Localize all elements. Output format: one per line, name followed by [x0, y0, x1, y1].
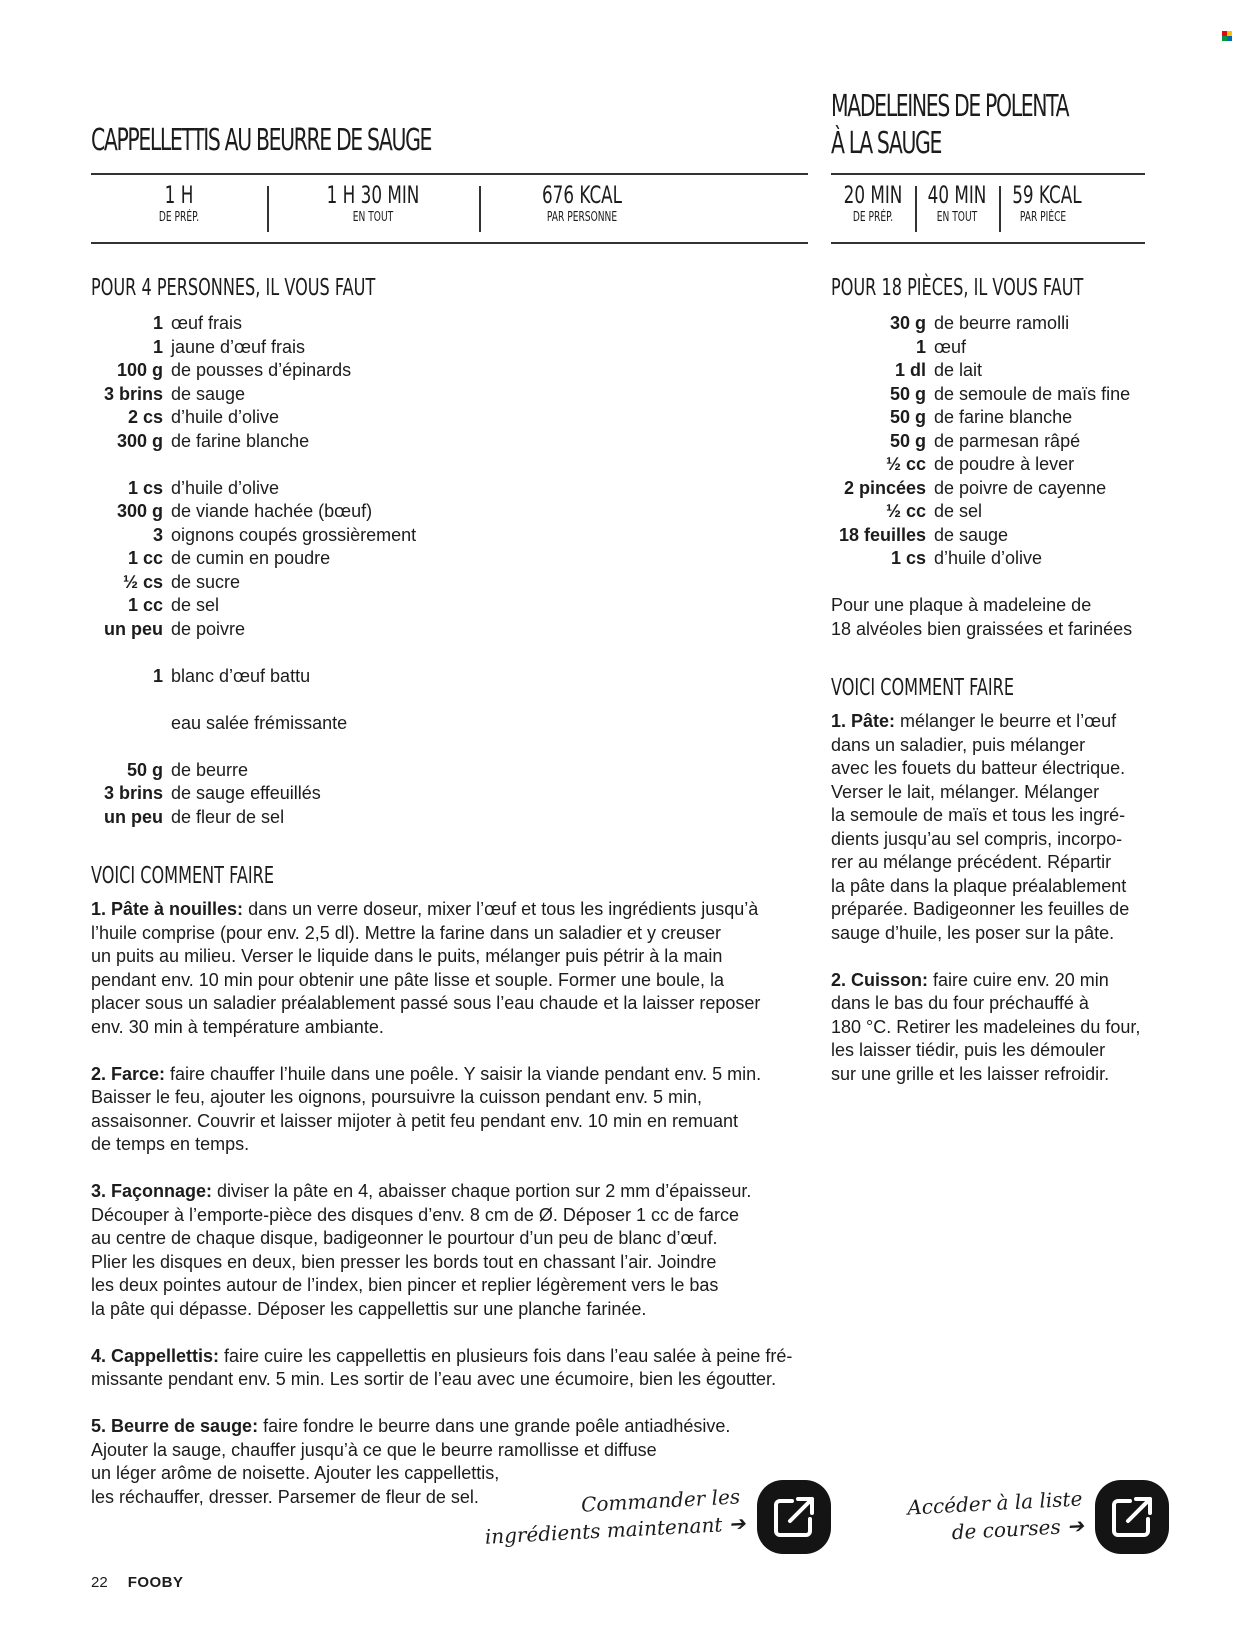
ingredient-row [91, 477, 416, 501]
ingredient-quantity: 18 feuilles [838, 524, 926, 545]
ingredient-quantity: 2 cs [127, 407, 163, 427]
ingredient-row [91, 735, 416, 759]
stat-separator [479, 186, 481, 232]
ingredient-text: eau salée frémissante [171, 712, 348, 733]
stat-prep [831, 180, 915, 226]
divider [831, 242, 1145, 244]
ingredient-text: de beurre ramolli [934, 313, 1070, 333]
ingredient-text: de poudre à lever [934, 454, 1075, 474]
stat-label: EN TOUT [352, 210, 394, 225]
ingredient-quantity: 50 g [126, 759, 163, 780]
left-recipe-title: CAPPELLETTIS AU BEURRE DE SAUGE [91, 123, 432, 158]
ingredient-row [91, 688, 416, 712]
right-recipe-title [831, 88, 1068, 162]
divider [91, 242, 808, 244]
step [831, 710, 1145, 945]
ingredient-row [831, 453, 1130, 477]
ingredient-quantity: 3 brins [103, 383, 163, 404]
step [91, 1345, 811, 1392]
step-text: dans le bas du four préchauffé à [831, 993, 1089, 1013]
step-line [91, 1063, 811, 1087]
step-line [91, 1180, 811, 1204]
ingredient-row [91, 594, 416, 618]
ingredient-quantity [91, 453, 171, 477]
step-text: Baisser le feu, ajouter les oignons, poursuivre la cuisson pendant env. 5 min, [91, 1087, 703, 1107]
ingredient-text: oignons coupés grossièrement [171, 524, 417, 545]
ingredient-row [91, 430, 416, 454]
step-label: 2. Cuisson: [831, 969, 929, 990]
steps-list [91, 898, 811, 1533]
brand-logo [1222, 31, 1232, 41]
ingredient-row [831, 477, 1130, 501]
ingredient-list [831, 312, 1130, 571]
ingredient-row [91, 359, 416, 383]
ingredient-quantity: 1 [915, 336, 926, 357]
stat-label: DE PRÉP. [158, 210, 200, 225]
step-text: faire chauffer l’huile dans une poêle. Y saisir la viande pendant env. 5 min. [165, 1063, 762, 1084]
step-text: avec les fouets du batteur électrique. [831, 758, 1126, 778]
ingredient-text: œuf [934, 336, 967, 357]
step [831, 969, 1145, 1087]
ingredient-quantity: 30 g [889, 313, 926, 333]
ingredient-text: de farine blanche [171, 430, 310, 451]
step-line [91, 1439, 811, 1463]
step-line [831, 734, 1145, 758]
cta-line: de courses ➔ [951, 1513, 1085, 1545]
ingredients-heading: POUR 18 PIÈCES, IL VOUS FAUT [831, 275, 1084, 301]
ingredient-text: d’huile d’olive [934, 548, 1043, 568]
step-line [831, 804, 1145, 828]
step-line [91, 1133, 811, 1157]
ingredient-row [91, 500, 416, 524]
stat-total [267, 180, 479, 226]
ingredient-text: d’huile d’olive [171, 407, 280, 427]
steps-list [831, 710, 1145, 1110]
cta-line: Commander les [580, 1484, 741, 1517]
step-text: mélanger le beurre et l’œuf [895, 711, 1117, 731]
ingredient-row [91, 406, 416, 430]
step-line [831, 992, 1145, 1016]
ingredient-text: œuf frais [171, 313, 243, 333]
ingredient-quantity: 3 brins [103, 783, 163, 803]
stat-value: 1 H 30 MIN [326, 181, 420, 209]
stat-value: 20 MIN [843, 181, 903, 209]
stat-separator [915, 186, 917, 232]
step-text: faire cuire les cappellettis en plusieurs fois dans l’eau salée à peine fré- [219, 1345, 793, 1366]
ingredient-row [91, 312, 416, 336]
ingredient-quantity: ½ cc [885, 454, 926, 474]
ingredient-text: de sucre [171, 571, 241, 592]
stat-label: PAR PERSONNE [546, 210, 618, 225]
steps-heading: VOICI COMMENT FAIRE [91, 863, 275, 889]
step [91, 1063, 811, 1157]
ingredient-row [831, 430, 1130, 454]
page-footer [91, 1574, 184, 1591]
ingredient-quantity: un peu [104, 806, 163, 827]
ingredient-row [831, 524, 1130, 548]
note-line: 18 alvéoles bien graissées et farinées [831, 618, 1133, 639]
step-text: de temps en temps. [91, 1134, 250, 1154]
ingredient-row [91, 336, 416, 360]
step-text: Verser le lait, mélanger. Mélanger [831, 781, 1100, 802]
step-line [91, 1415, 811, 1439]
steps-heading: VOICI COMMENT FAIRE [831, 675, 1015, 701]
step-text: les deux pointes autour de l’index, bien pincer et replier légèrement vers le bas [91, 1275, 719, 1295]
ingredient-quantity: 1 [152, 313, 163, 333]
ingredient-text: jaune d’œuf frais [171, 336, 306, 357]
step-line [91, 1110, 811, 1134]
step-line [91, 969, 811, 993]
step-line [91, 992, 811, 1016]
ingredient-quantity: 1 cs [127, 477, 163, 498]
ingredient-quantity: 1 cc [127, 548, 163, 568]
step-text: Plier les disques en deux, bien presser les bords tout en chassant l’air. Joindre [91, 1251, 717, 1272]
ingredient-text: de beurre [171, 759, 249, 780]
step-line [91, 1274, 811, 1298]
step-text: au centre de chaque disque, badigeonner le pourtour d’un peu de blanc d’œuf. [91, 1228, 718, 1248]
ingredient-text: de parmesan râpé [934, 430, 1081, 451]
ingredient-quantity: 1 dl [894, 360, 926, 380]
note-line: Pour une plaque à madeleine de [831, 595, 1092, 615]
step-line [91, 1204, 811, 1228]
ingredient-row [91, 383, 416, 407]
ingredient-quantity [91, 735, 171, 759]
step-line [831, 851, 1145, 875]
step-line [831, 710, 1145, 734]
step-text: faire cuire env. 20 min [928, 969, 1109, 990]
step-text: rer au mélange précédent. Répartir [831, 852, 1112, 872]
divider [91, 173, 808, 175]
step-text: les laisser tiédir, puis les démouler [831, 1040, 1106, 1060]
step [91, 898, 811, 1039]
cta-text [907, 1485, 1085, 1548]
stat-label: DE PRÉP. [852, 210, 894, 225]
stat-value: 676 KCAL [541, 181, 623, 209]
ingredient-text: de sel [171, 595, 220, 615]
ingredient-list [91, 312, 416, 829]
divider [831, 173, 1145, 175]
ingredient-row [91, 712, 416, 736]
step-line [91, 1016, 811, 1040]
ingredient-row [91, 759, 416, 783]
ingredient-row [91, 665, 416, 689]
ingredient-text: de poivre [171, 618, 246, 639]
step-text: assaisonner. Couvrir et laisser mijoter à petit feu pendant env. 10 min en remuant [91, 1110, 739, 1131]
ingredient-quantity: 300 g [116, 501, 163, 521]
stat-separator [267, 186, 269, 232]
ingredient-quantity: 1 cc [127, 595, 163, 615]
step-text: dients jusqu’au sel compris, incorpo- [831, 828, 1123, 849]
stat-value: 40 MIN [927, 181, 987, 209]
step-line [91, 1345, 811, 1369]
ingredient-quantity: 50 g [889, 383, 926, 404]
step-text: missante pendant env. 5 min. Les sortir de l’eau avec une écumoire, bien les égoutter. [91, 1369, 777, 1389]
step-label: 1. Pâte à nouilles: [91, 899, 244, 919]
ingredient-row [91, 618, 416, 642]
external-link-icon[interactable] [1095, 1480, 1169, 1554]
page-number: 22 [91, 1574, 108, 1591]
ingredient-quantity: 50 g [889, 430, 926, 451]
ingredient-row [831, 359, 1130, 383]
stat-prep [91, 180, 267, 226]
title-line: À LA SAUGE [831, 126, 942, 161]
ingredient-row [831, 312, 1130, 336]
step-text: préparée. Badigeonner les feuilles de [831, 899, 1130, 919]
step-text: 180 °C. Retirer les madeleines du four, [831, 1016, 1141, 1037]
step-line [831, 898, 1145, 922]
step-line [91, 1251, 811, 1275]
step-text: l’huile comprise (pour env. 2,5 dl). Mettre la farine dans un saladier et y creuser [91, 922, 721, 943]
step-line [831, 757, 1145, 781]
step-text: Ajouter la sauge, chauffer jusqu’à ce que le beurre ramollisse et diffuse [91, 1439, 657, 1460]
ingredient-row [831, 336, 1130, 360]
ingredient-row [91, 547, 416, 571]
step-text: la semoule de maïs et tous les ingré- [831, 805, 1126, 825]
step-text: env. 30 min à température ambiante. [91, 1016, 384, 1037]
step-line [91, 898, 811, 922]
ingredient-quantity: ½ cs [122, 571, 163, 592]
left-recipe-stats [91, 180, 808, 226]
ingredient-quantity [91, 688, 171, 712]
ingredient-quantity: 50 g [889, 407, 926, 427]
step-text: pendant env. 10 min pour obtenir une pâte lisse et souple. Former une boule, la [91, 969, 725, 990]
step-line [91, 1227, 811, 1251]
step-text: dans un verre doseur, mixer l’œuf et tous les ingrédients jusqu’à [243, 899, 759, 919]
cta-line: ingrédients maintenant ➔ [484, 1511, 747, 1549]
ingredient-quantity: 1 [152, 336, 163, 357]
ingredient-quantity: 2 pincées [843, 477, 926, 498]
ingredients-heading: POUR 4 PERSONNES, IL VOUS FAUT [91, 275, 376, 301]
stat-value: 1 H [164, 181, 194, 209]
step-text: sauge d’huile, les poser sur la pâte. [831, 922, 1115, 943]
ingredient-text: de cumin en poudre [171, 548, 331, 568]
ingredient-quantity: 100 g [116, 360, 163, 380]
ingredient-quantity: 300 g [116, 430, 163, 451]
ingredient-row [91, 782, 416, 806]
ingredient-row [91, 641, 416, 665]
step-label: 2. Farce: [91, 1063, 166, 1084]
step-label: 3. Façonnage: [91, 1181, 213, 1201]
ingredient-quantity: ½ cc [885, 501, 926, 521]
ingredient-row [831, 547, 1130, 571]
step-line [831, 922, 1145, 946]
stat-total [915, 180, 999, 226]
ingredient-text: de fleur de sel [171, 806, 285, 827]
ingredient-text: de poivre de cayenne [934, 477, 1107, 498]
ingredient-row [831, 500, 1130, 524]
ingredient-text: de pousses d’épinards [171, 360, 352, 380]
ingredient-quantity: 3 [152, 524, 163, 545]
cta-line: Accéder à la liste [906, 1486, 1083, 1520]
step-line [91, 922, 811, 946]
step-line [91, 1298, 811, 1322]
ingredient-quantity: un peu [104, 618, 163, 639]
ingredient-text: de viande hachée (bœuf) [171, 501, 373, 521]
ingredient-text: de lait [934, 360, 983, 380]
step-text: diviser la pâte en 4, abaisser chaque portion sur 2 mm d’épaisseur. [212, 1181, 752, 1201]
step-line [831, 781, 1145, 805]
stat-separator [999, 186, 1001, 232]
step-text: les réchauffer, dresser. Parsemer de fleur de sel. [91, 1486, 479, 1507]
ingredient-text: blanc d’œuf battu [171, 665, 311, 686]
step-text: la pâte qui dépasse. Déposer les cappellettis sur une planche farinée. [91, 1298, 647, 1319]
shopping-list-cta[interactable] [908, 1480, 1169, 1554]
step-text: Découper à l’emporte-pièce des disques d’env. 8 cm de Ø. Déposer 1 cc de farce [91, 1204, 739, 1225]
stat-label: PAR PIÈCE [1019, 210, 1067, 225]
step-label: 1. Pâte: [831, 711, 896, 731]
step-line [831, 1016, 1145, 1040]
ingredient-text: de sauge [171, 383, 246, 404]
ingredient-quantity: 1 cs [890, 548, 926, 568]
stat-kcal [999, 180, 1087, 226]
cta-text [483, 1483, 746, 1551]
ingredient-text: de sel [934, 501, 983, 521]
step-line [91, 1086, 811, 1110]
ingredient-quantity: 1 [152, 665, 163, 686]
footer-brand: FOOBY [127, 1574, 184, 1591]
order-ingredients-cta[interactable] [484, 1480, 831, 1554]
step-text: dans un saladier, puis mélanger [831, 734, 1086, 755]
step [91, 1180, 811, 1321]
ingredient-row [91, 806, 416, 830]
step-line [91, 1368, 811, 1392]
baking-note [831, 594, 1145, 641]
ingredient-text: de sauge [934, 524, 1009, 545]
ingredient-row [91, 524, 416, 548]
step-label: 5. Beurre de sauge: [91, 1416, 259, 1436]
step-text: placer sous un saladier préalablement passé sous l’eau chaude et la laisser reposer [91, 993, 761, 1013]
ingredient-row [91, 453, 416, 477]
ingredient-quantity [91, 712, 171, 736]
ingredient-row [831, 383, 1130, 407]
stat-kcal [479, 180, 685, 226]
step-line [831, 875, 1145, 899]
step-text: un léger arôme de noisette. Ajouter les cappellettis, [91, 1463, 500, 1483]
stat-label: EN TOUT [936, 210, 978, 225]
ingredient-row [831, 406, 1130, 430]
step-line [831, 1063, 1145, 1087]
stat-value: 59 KCAL [1012, 181, 1082, 209]
step-line [91, 945, 811, 969]
step-text: un puits au milieu. Verser le liquide dans le puits, mélanger puis pétrir à la main [91, 946, 723, 966]
right-recipe-stats [831, 180, 1145, 226]
ingredient-text: de sauge effeuillés [171, 783, 321, 803]
step-label: 4. Cappellettis: [91, 1345, 220, 1366]
step-text: sur une grille et les laisser refroidir. [831, 1063, 1110, 1084]
ingredient-quantity [91, 641, 171, 665]
step-line [831, 828, 1145, 852]
step-line [831, 1039, 1145, 1063]
step-text: la pâte dans la plaque préalablement [831, 875, 1127, 896]
step-line [831, 969, 1145, 993]
step-text: faire fondre le beurre dans une grande poêle antiadhésive. [258, 1416, 731, 1436]
ingredient-text: de semoule de maïs fine [934, 383, 1131, 404]
ingredient-text: de farine blanche [934, 407, 1073, 427]
external-link-icon[interactable] [757, 1480, 831, 1554]
title-line: MADELEINES DE POLENTA [831, 89, 1069, 124]
ingredient-text: d’huile d’olive [171, 477, 280, 498]
ingredient-row [91, 571, 416, 595]
